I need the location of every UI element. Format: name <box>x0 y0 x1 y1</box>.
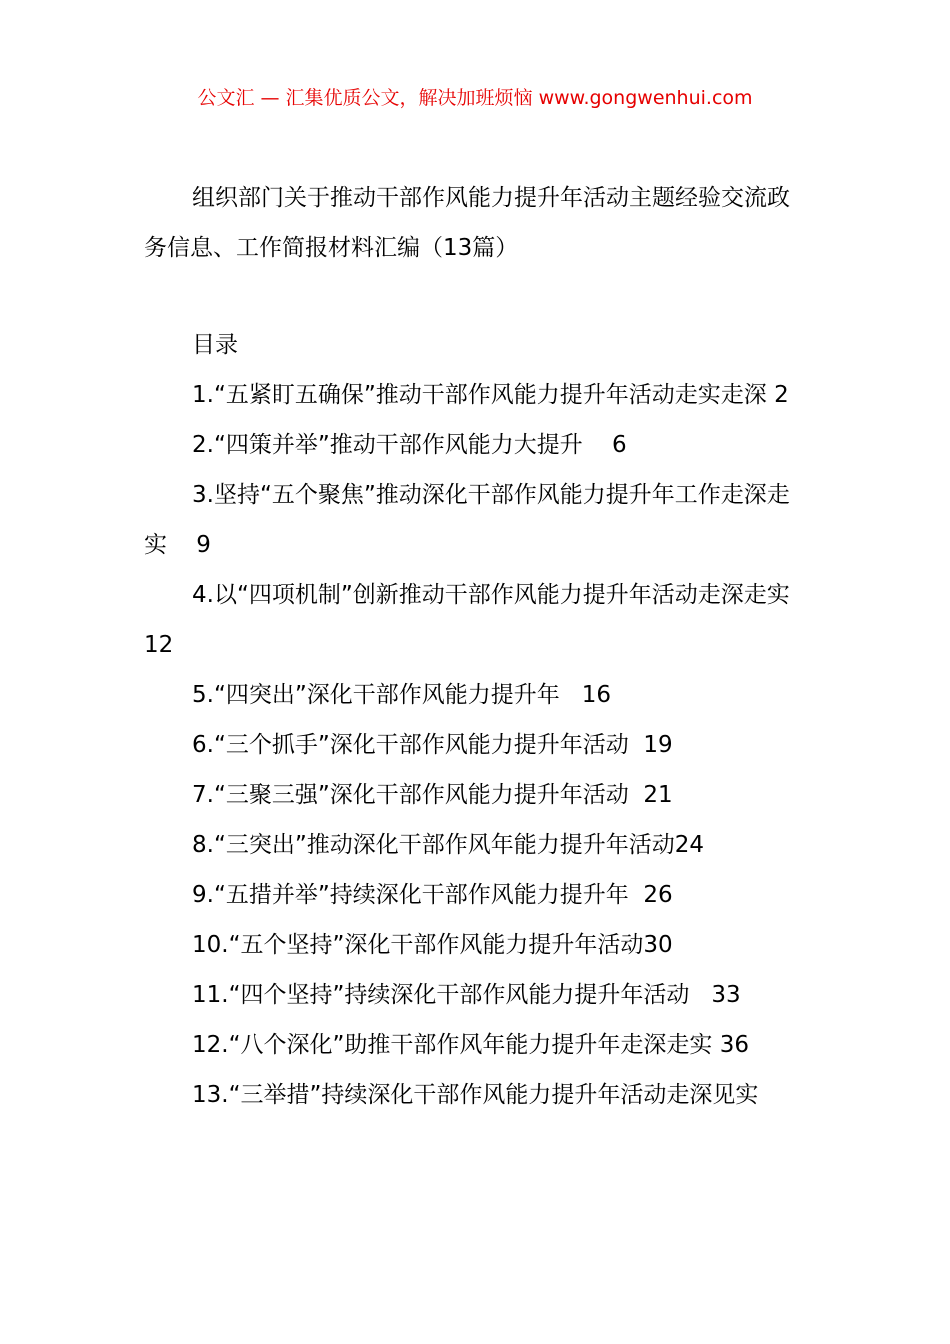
toc-heading: 目录 <box>192 332 238 358</box>
toc-item: 2.“四策并举”推动干部作风能力大提升 6 <box>192 432 627 458</box>
toc-item: 6.“三个抓手”深化干部作风能力提升年活动 19 <box>192 732 673 758</box>
toc-item: 3.坚持“五个聚焦”推动深化干部作风能力提升年工作走深走实 9 <box>144 482 790 558</box>
document-title: 组织部门关于推动干部作风能力提升年活动主题经验交流政务信息、工作简报材料汇编（13篇） <box>144 185 790 261</box>
site-banner: 公文汇 — 汇集优质公文，解决加班烦恼 www.gongwenhui.com <box>197 87 753 109</box>
toc-item: 13.“三举措”持续深化干部作风能力提升年活动走深见实 <box>192 1082 759 1108</box>
toc-item: 8.“三突出”推动深化干部作风年能力提升年活动24 <box>192 832 705 858</box>
toc-item: 12.“八个深化”助推干部作风年能力提升年走深走实 36 <box>192 1032 749 1058</box>
toc-item: 9.“五措并举”持续深化干部作风能力提升年 26 <box>192 882 673 908</box>
toc-list <box>144 370 812 1120</box>
toc-item: 5.“四突出”深化干部作风能力提升年 16 <box>192 682 611 708</box>
toc-item: 4.以“四项机制”创新推动干部作风能力提升年活动走深走实 12 <box>144 582 812 658</box>
toc-item: 7.“三聚三强”深化干部作风能力提升年活动 21 <box>192 782 673 808</box>
toc-item: 11.“四个坚持”持续深化干部作风能力提升年活动 33 <box>192 982 741 1008</box>
toc-item: 10.“五个坚持”深化干部作风能力提升年活动30 <box>192 932 673 958</box>
toc-item: 1.“五紧盯五确保”推动干部作风能力提升年活动走实走深 2 <box>192 382 789 408</box>
